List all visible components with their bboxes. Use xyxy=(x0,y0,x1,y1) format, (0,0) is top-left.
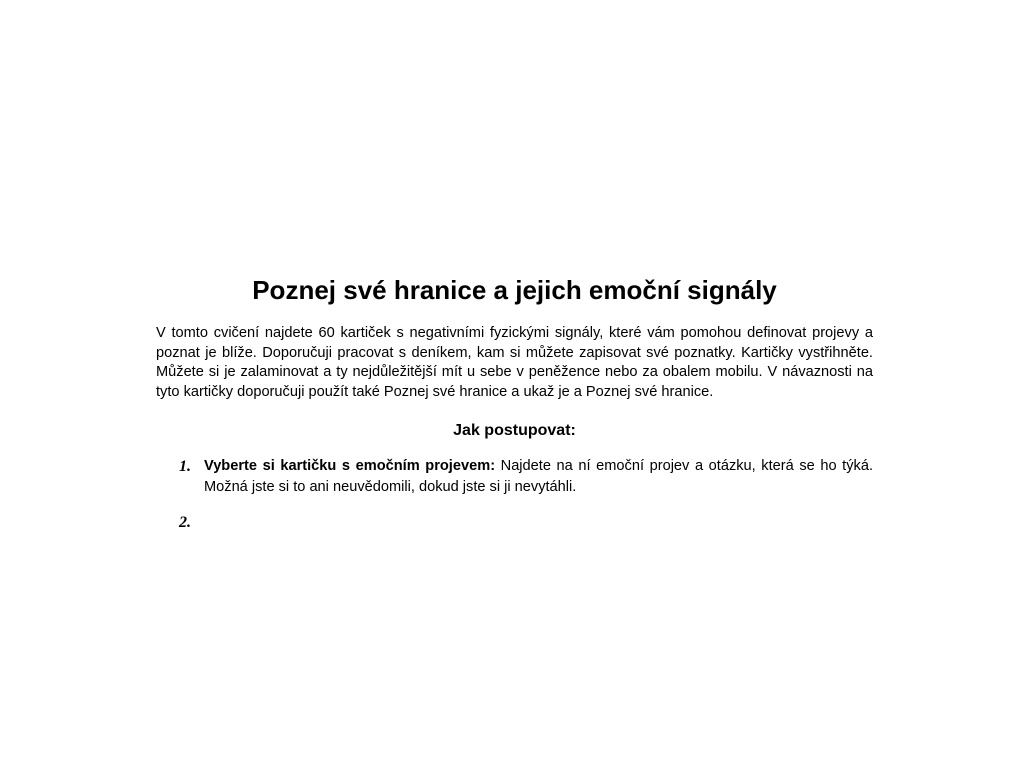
page-title: Poznej své hranice a jejich emoční signály xyxy=(252,275,777,305)
steps-list xyxy=(156,456,874,532)
step-lead: Vyberte si kartičku s emočním projevem: xyxy=(204,458,501,475)
document-body xyxy=(156,272,874,532)
step-item xyxy=(156,456,873,498)
section-heading: Jak postupovat: xyxy=(453,422,576,440)
step-text: Najdete na ní emoční projev a otázku, která se ho týká. Možná jste si to ani neuvědomili, dokud jste si ji nevytáhli. xyxy=(204,458,874,496)
step-number: 1. xyxy=(179,458,191,476)
intro-paragraph: V tomto cvičení najdete 60 kartiček s negativními fyzickými signály, které vám pomohou definovat projevy a poznat je blíže. Doporučuji pracovat s deníkem, kam si můžete zapisovat své poznatky. Kartičky vystřihněte. Můžete si je zalaminovat a ty nejdůležitější mít u sebe v peněžence nebo za obalem mobilu. V návaznosti na tyto kartičky doporučuji použít také Poznej své hranice a ukaž je a Poznej své hranice. xyxy=(156,325,873,400)
step-number: 2. xyxy=(179,514,191,532)
